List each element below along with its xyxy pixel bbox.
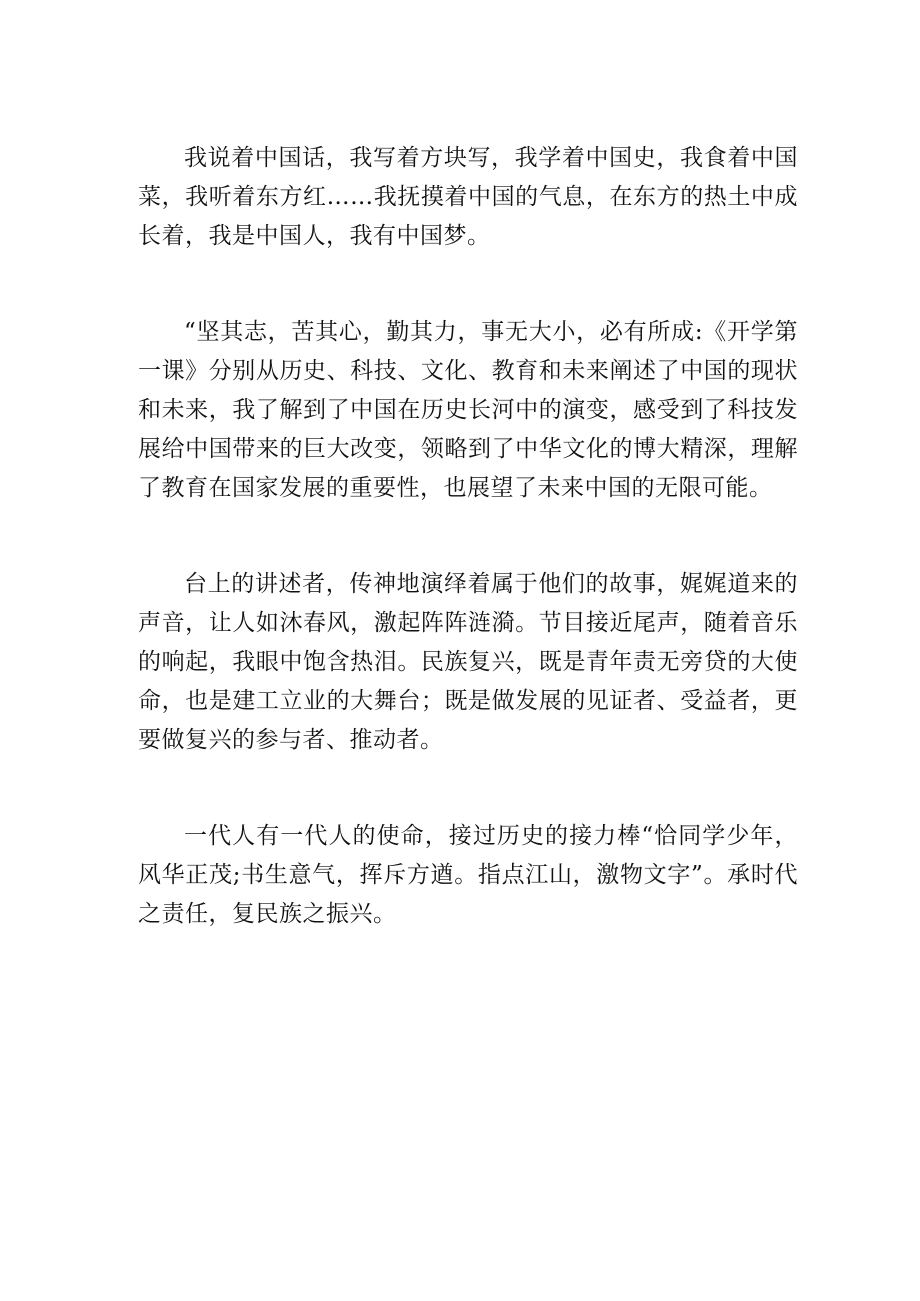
- document-body: [138, 139, 798, 934]
- paragraph-1: 我说着中国话，我写着方块写，我学着中国史，我食着中国菜，我听着东方红……我抚摸着中国的气息，在东方的热土中成长着，我是中国人，我有中国梦。: [138, 145, 798, 249]
- paragraph-4: 一代人有一代人的使命，接过历史的接力棒“恰同学少年，风华正茂;书生意气，挥斥方遒。指点江山，激物文字”。承时代之责任，复民族之振兴。: [138, 823, 798, 927]
- paragraph-2: “坚其志，苦其心，勤其力，事无大小，必有所成:《开学第一课》分别从历史、科技、文化、教育和未来阐述了中国的现状和未来，我了解到了中国在历史长河中的演变，感受到了科技发展给中国带来的巨大改变，领略到了中华文化的博大精深，理解了教育在国家发展的重要性，也展望了未来中国的无限可能。: [138, 319, 798, 501]
- paragraph-3: 台上的讲述者，传神地演绎着属于他们的故事，娓娓道来的声音，让人如沐春风，激起阵阵涟漪。节目接近尾声，随着音乐的响起，我眼中饱含热泪。民族复兴，既是青年责无旁贷的大使命，也是建工立业的大舞台；既是做发展的见证者、受益者，更要做复兴的参与者、推动者。: [138, 571, 798, 753]
